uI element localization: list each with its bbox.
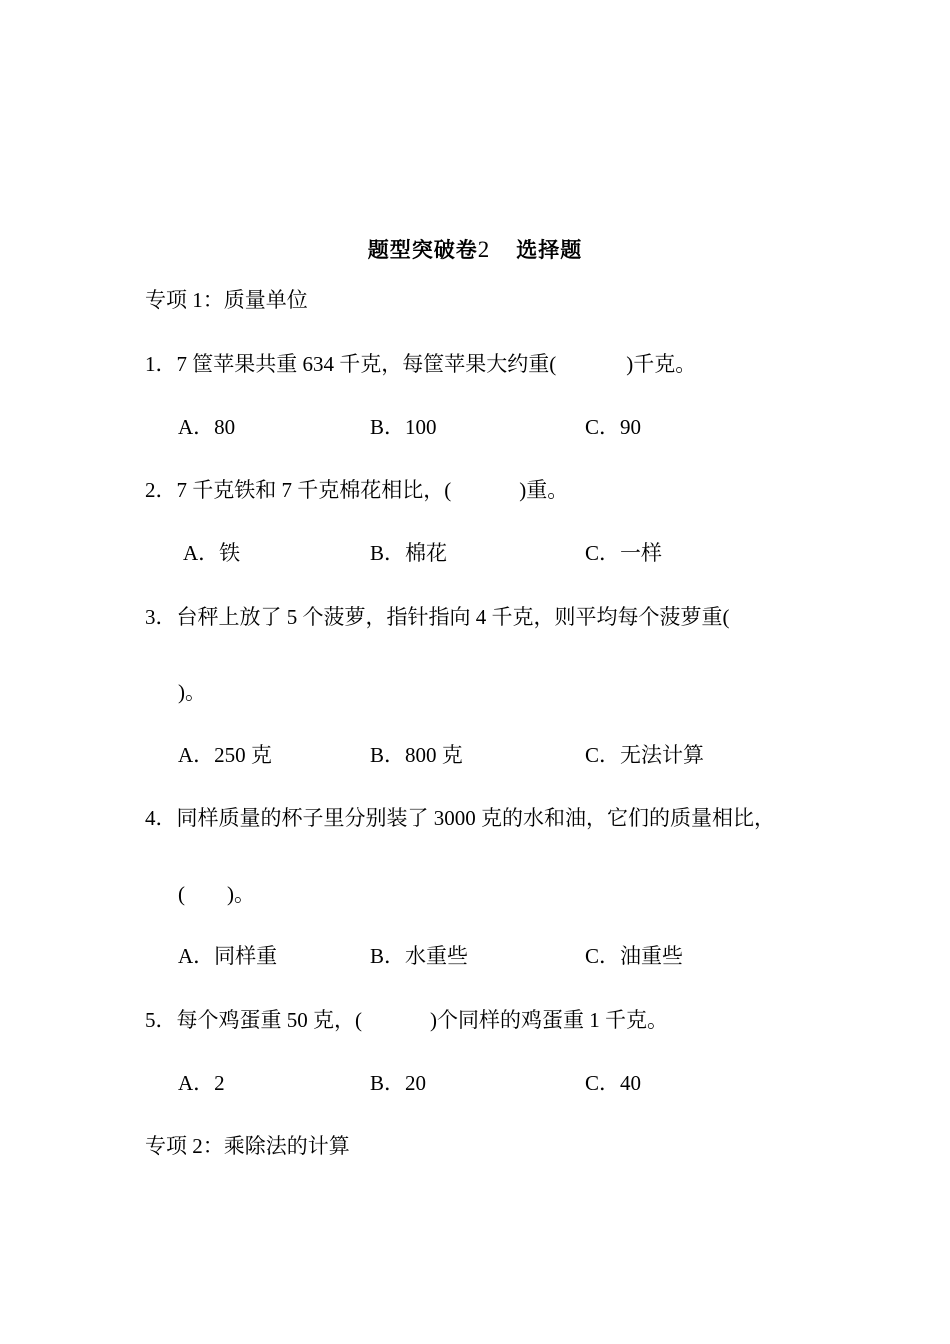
title-suffix: 选择题 — [516, 238, 583, 262]
question-text: 同样质量的杯子里分别装了 3000 克的水和油，它们的质量相比， — [176, 806, 775, 830]
question-4-continuation: ( )。 — [178, 882, 255, 906]
question-text-end: )重。 — [519, 478, 569, 502]
question-2 — [145, 476, 568, 504]
title-number: 2 — [477, 237, 491, 262]
question-text-end: )个同样的鸡蛋重 1 千克。 — [430, 1008, 668, 1032]
question-text: 台秤上放了 5 个菠萝，指针指向 4 千克，则平均每个菠萝重( — [176, 605, 730, 629]
q1-option-c[interactable]: C．90 — [585, 415, 642, 439]
question-text-end: )千克。 — [626, 352, 697, 376]
question-text: 7 千克铁和 7 千克棉花相比，( — [176, 478, 452, 502]
q5-option-c[interactable]: C．40 — [585, 1071, 642, 1095]
question-number: 1． — [145, 352, 177, 376]
question-text: 每个鸡蛋重 50 克，( — [176, 1008, 362, 1032]
question-number: 2． — [145, 478, 177, 502]
q3-option-c[interactable]: C．无法计算 — [585, 743, 705, 767]
q2-option-b[interactable]: B．棉花 — [370, 541, 448, 565]
q1-option-b[interactable]: B．100 — [370, 415, 437, 439]
question-4 — [145, 804, 775, 832]
q4-option-a[interactable]: A．同样重 — [178, 944, 278, 968]
question-3 — [145, 603, 730, 631]
question-number: 5． — [145, 1008, 177, 1032]
q3-option-b[interactable]: B．800 克 — [370, 743, 463, 767]
q4-option-b[interactable]: B．水重些 — [370, 944, 469, 968]
question-5 — [145, 1006, 668, 1034]
q2-option-c[interactable]: C．一样 — [585, 541, 663, 565]
section-heading-1: 专项 1：质量单位 — [145, 288, 308, 312]
section-heading-2: 专项 2：乘除法的计算 — [145, 1134, 350, 1158]
question-number: 3． — [145, 605, 177, 629]
title-prefix: 题型突破卷 — [367, 238, 478, 262]
page-title — [0, 236, 950, 264]
question-3-continuation: )。 — [178, 680, 206, 704]
q2-option-a[interactable]: A．铁 — [183, 541, 241, 565]
q3-option-a[interactable]: A．250 克 — [178, 743, 272, 767]
q5-option-a[interactable]: A．2 — [178, 1071, 225, 1095]
q1-option-a[interactable]: A．80 — [178, 415, 236, 439]
question-number: 4． — [145, 806, 177, 830]
q5-option-b[interactable]: B．20 — [370, 1071, 427, 1095]
question-text: 7 筐苹果共重 634 千克，每筐苹果大约重( — [176, 352, 557, 376]
q4-option-c[interactable]: C．油重些 — [585, 944, 684, 968]
question-1 — [145, 350, 696, 378]
